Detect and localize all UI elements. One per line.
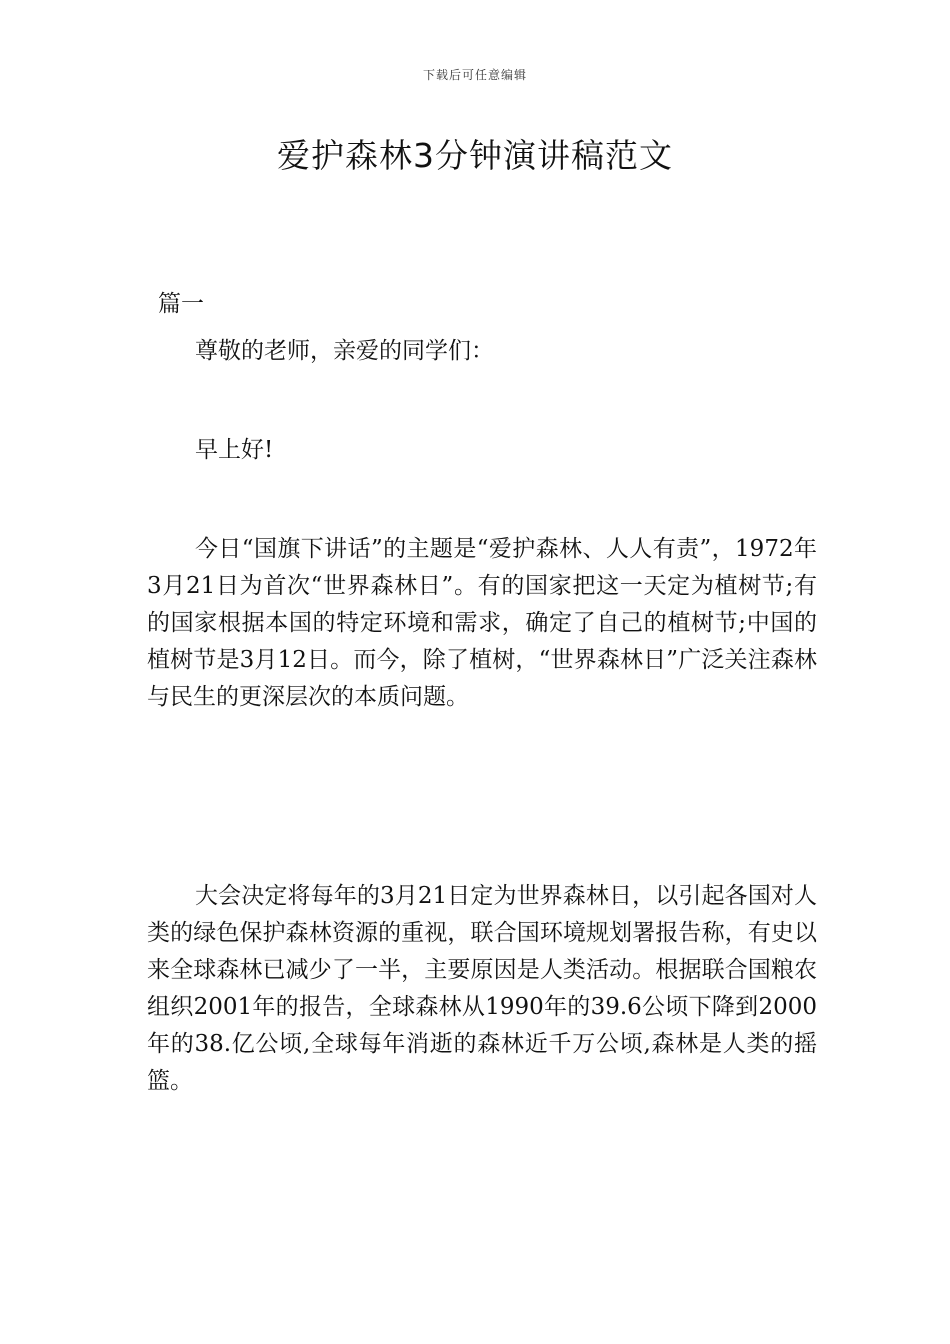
- body-paragraph-1: 今日“国旗下讲话”的主题是“爱护森林、人人有责”，1972年3月21日为首次“世界森林日”。有的国家把这一天定为植树节;有的国家根据本国的特定环境和需求，确定了自己的植树节;中国的植树节是3月12日。而今，除了植树，“世界森林日”广泛关注森林与民生的更深层次的本质问题。: [147, 536, 817, 710]
- header-note: 下载后可任意编辑: [422, 68, 527, 82]
- section-label: 篇一: [158, 291, 204, 317]
- morning-paragraph: 早上好!: [195, 437, 274, 463]
- document-title: 爱护森林3分钟演讲稿范文: [277, 136, 673, 175]
- greeting-paragraph: 尊敬的老师，亲爱的同学们：: [195, 338, 494, 364]
- body-paragraph-2: 大会决定将每年的3月21日定为世界森林日，以引起各国对人类的绿色保护森林资源的重视，联合国环境规划署报告称，有史以来全球森林已减少了一半，主要原因是人类活动。根据联合国粮农组织2001年的报告，全球森林从1990年的39.6公顷下降到2000年的38.亿公顷,全球每年消逝的森林近千万公顷,森林是人类的摇篮。: [147, 883, 817, 1094]
